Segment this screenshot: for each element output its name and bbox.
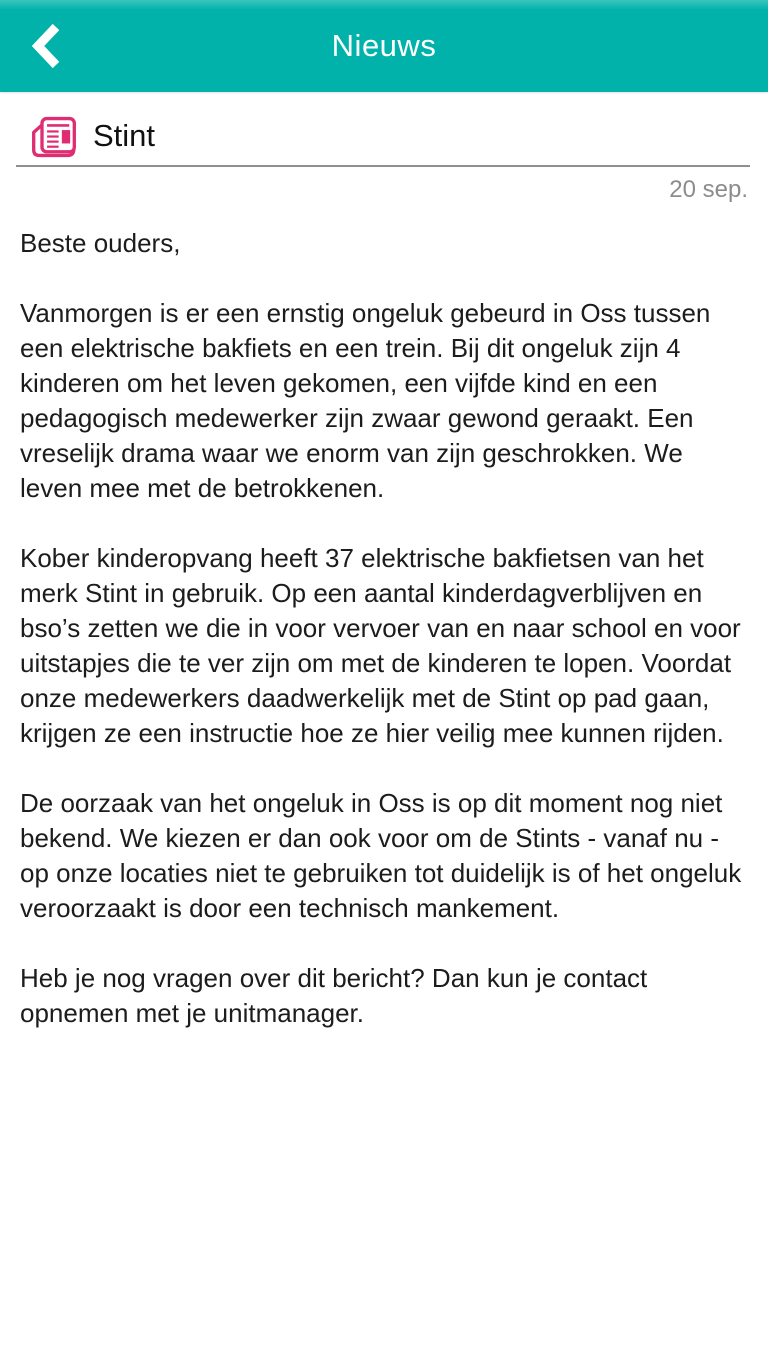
newspaper-icon: [30, 115, 78, 159]
article-title: Stint: [93, 117, 156, 153]
chevron-left-icon: [28, 22, 64, 70]
navbar: [0, 0, 768, 92]
back-button[interactable]: [20, 16, 72, 76]
article-paragraph: Beste ouders,: [20, 228, 181, 258]
article-body: [0, 204, 768, 1031]
article-paragraph: Heb je nog vragen over dit bericht? Dan kun je contact opnemen met je unitmanager.: [20, 963, 648, 1028]
article-date: 20 sep.: [669, 176, 748, 203]
page-title: Nieuws: [331, 28, 437, 63]
article-header: [0, 92, 768, 165]
article-paragraph: Kober kinderopvang heeft 37 elektrische bakfietsen van het merk Stint in gebruik. Op een aantal kinderdagverblijven en bso’s zetten we die in voor vervoer van en naar school en voor uitstapjes die te ver zijn om met de kinderen te lopen. Voordat onze medewerkers daadwerkelijk met de Stint op pad gaan, krijgen ze een instructie hoe ze hier veilig mee kunnen rijden.: [20, 543, 741, 748]
article-paragraph: Vanmorgen is er een ernstig ongeluk gebeurd in Oss tussen een elektrische bakfiets en een trein. Bij dit ongeluk zijn 4 kinderen om het leven gekomen, een vijfde kind en een pedagogisch medewerker zijn zwaar gewond geraakt. Een vreselijk drama waar we enorm van zijn geschrokken. We leven mee met de betrokkenen.: [20, 298, 711, 503]
article-paragraph: De oorzaak van het ongeluk in Oss is op dit moment nog niet bekend. We kiezen er dan ook voor om de Stints - vanaf nu - op onze locaties niet te gebruiken tot duidelijk is of het ongeluk veroorzaakt is door een technisch mankement.: [20, 788, 742, 923]
